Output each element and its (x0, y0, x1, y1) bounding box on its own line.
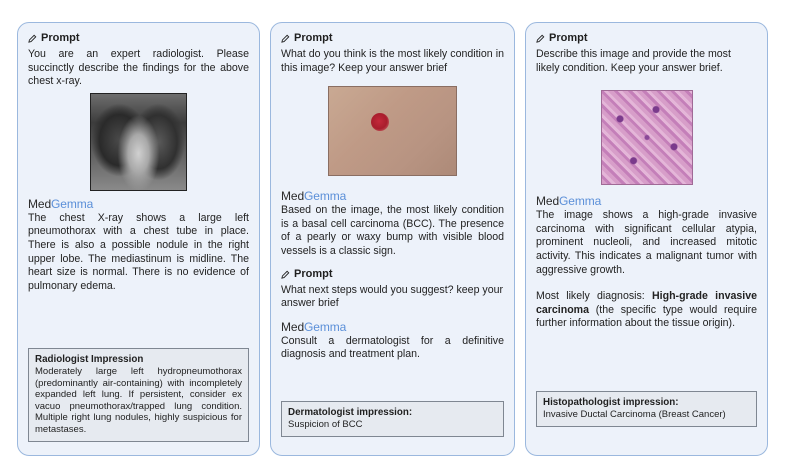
chest-xray-image (90, 93, 187, 191)
pencil-icon (536, 34, 545, 43)
impression-title: Dermatologist impression: (288, 407, 413, 418)
histopathology-panel (525, 22, 768, 456)
logo-gemma: Gemma (304, 189, 347, 204)
model-response: The chest X-ray shows a large left pneumothorax with a chest tube in place. There is also a possible nodule in the right upper lobe. The mediastinum is midline. The heart size is normal. There is no evidence of pulmonary edema. (28, 211, 249, 292)
prompt-text-2: What next steps would you suggest? keep your answer brief (281, 283, 504, 310)
prompt-header-2 (281, 268, 504, 281)
medgemma-logo (281, 189, 504, 203)
histopathology-image (601, 90, 693, 185)
logo-med: Med (536, 194, 560, 209)
medgemma-logo (536, 194, 757, 208)
logo-gemma: Gemma (559, 194, 602, 209)
dermatologist-impression-box (281, 401, 504, 437)
prompt-label: Prompt (549, 32, 588, 44)
pencil-icon (281, 34, 290, 43)
prompt-text: Describe this image and provide the most likely condition. Keep your answer brief. (536, 48, 731, 74)
prompt-text: What do you think is the most likely condition in this image? Keep your answer brief (281, 48, 504, 74)
impression-title: Histopathologist impression: (543, 397, 679, 408)
logo-gemma: Gemma (304, 319, 347, 334)
prompt-header (536, 32, 757, 45)
lesion-mark (371, 113, 389, 131)
prompt-text: You are an expert radiologist. Please succinctly describe the findings for the above chest x-ray. (28, 48, 249, 88)
diagnosis-prefix: Most likely diagnosis: (536, 290, 652, 303)
model-response: Based on the image, the most likely condition is a basal cell carcinoma (BCC). The presence of a pearly or waxy bump with visible blood vessels is a classic sign. (281, 204, 504, 257)
prompt-label: Prompt (41, 32, 80, 44)
logo-med: Med (281, 319, 305, 334)
impression-text: Moderately large left hydropneumothorax (predominantly air-containing) with incompletely expanded left lung. If persistent, consider ex vacuo pneumothorax/trapped lung condition. Multiple right lung nodules, highly suspicious for metastases. (35, 366, 242, 435)
pencil-icon (281, 270, 290, 279)
logo-med: Med (28, 196, 52, 211)
radiologist-impression-box (28, 348, 249, 442)
impression-title: Radiologist Impression (35, 354, 144, 365)
prompt-label: Prompt (294, 32, 333, 44)
pencil-icon (28, 34, 37, 43)
histopathologist-impression-box (536, 391, 757, 427)
medgemma-logo-2 (281, 320, 504, 334)
logo-gemma: Gemma (51, 196, 94, 211)
model-response: The image shows a high-grade invasive carcinoma with significant cellular atypia, prominent nucleoli, and increased mitotic activity. This indicates a malignant tumor with aggressive growth. (536, 209, 757, 276)
prompt-header (281, 32, 504, 45)
radiology-panel (17, 22, 260, 456)
diagnosis-bold: High-grade invasive carcinoma (536, 290, 757, 316)
impression-text: Suspicion of BCC (288, 419, 363, 430)
diagnosis-line (536, 290, 757, 331)
logo-med: Med (281, 189, 305, 204)
model-response-2: Consult a dermatologist for a definitive diagnosis and treatment plan. (281, 334, 504, 361)
dermatology-panel (270, 22, 515, 456)
prompt-header (28, 32, 249, 45)
medgemma-logo (28, 197, 249, 211)
impression-text: Invasive Ductal Carcinoma (Breast Cancer) (543, 409, 726, 420)
skin-lesion-image (328, 86, 457, 176)
diagnosis-suffix: (the specific type would require further information about the tissue origin). (536, 303, 757, 330)
prompt-label: Prompt (294, 267, 333, 280)
